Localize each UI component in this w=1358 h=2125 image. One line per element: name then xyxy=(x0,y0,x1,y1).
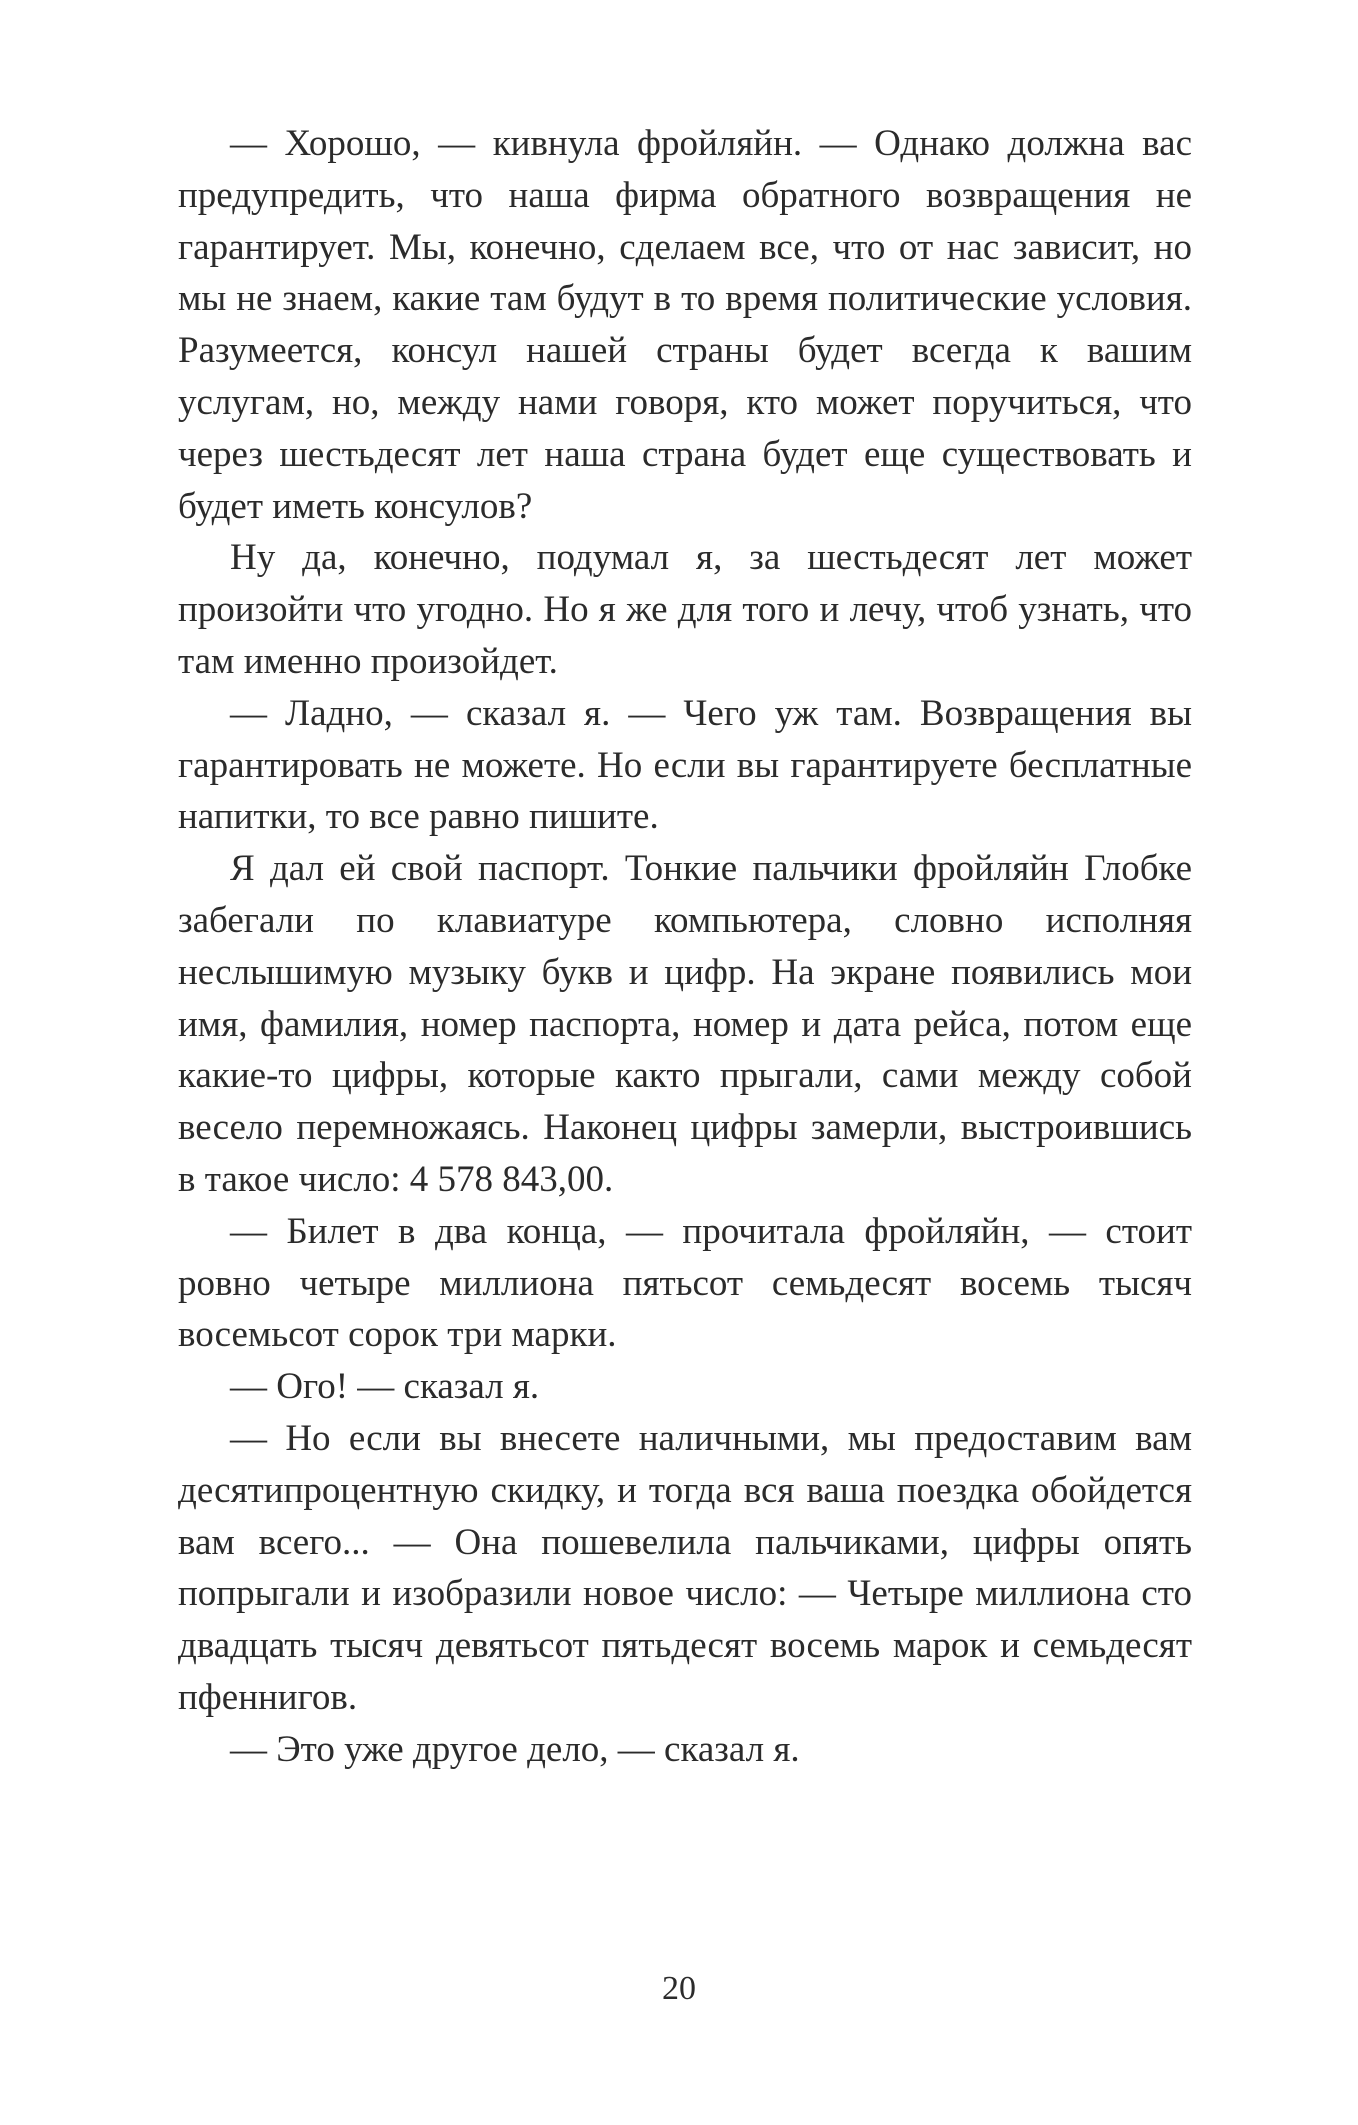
paragraph-8: — Это уже другое дело, — сказал я. xyxy=(230,1728,800,1770)
paragraph-2: Ну да, конечно, подумал я, за шестьдесят лет может произойти что угодно. Но я же для того и лечу, чтоб узнать, что там именно произойдет. xyxy=(178,537,1192,682)
paragraph-5: — Билет в два конца, — прочитала фройляйн, — стоит ровно четыре миллиона пятьсот семьдесят восемь тысяч восемьсот сорок три марки. xyxy=(178,1210,1192,1356)
paragraph-6: — Ого! — сказал я. xyxy=(230,1366,540,1408)
paragraph-4: Я дал ей свой паспорт. Тонкие пальчики фройляйн Глобке забегали по клавиатуре компьютера, словно исполняя неслышимую музыку букв и цифр. На экране появились мои имя, фамилия, номер паспорта, номер и дата рейса, потом еще какие-то цифры, которые както прыгали, сами между собой весело перемножаясь. Наконец цифры замерли, выстроившись в такое число: 4 578 843,00. xyxy=(178,848,1192,1200)
page-number: 20 xyxy=(662,1970,696,2007)
paragraph-1: — Хорошо, — кивнула фройляйн. — Однако должна вас предупредить, что наша фирма обратного возвращения не гарантирует. Мы, конечно, сделаем все, что от нас зависит, но мы не знаем, какие там будут в то время политические условия. Разумеется, консул нашей страны будет всегда к вашим услугам, но, между нами говоря, кто может поручиться, что через шестьдесят лет наша страна будет еще существовать и будет иметь консулов? xyxy=(178,123,1192,527)
paragraph-7: — Но если вы внесете наличными, мы предоставим вам десятипроцентную скидку, и тогда вся ваша поездка обойдется вам всего... — Она пошевелила пальчиками, цифры опять попрыгали и изобразили новое число: — Четыре миллиона сто двадцать тысяч девятьсот пятьдесят восемь марок и семьдесят пфеннигов. xyxy=(178,1417,1192,1718)
body-text xyxy=(178,118,1192,1776)
paragraph-3: — Ладно, — сказал я. — Чего уж там. Возвращения вы гарантировать не можете. Но если вы гарантируете бесплатные напитки, то все равно пишите. xyxy=(178,692,1192,838)
